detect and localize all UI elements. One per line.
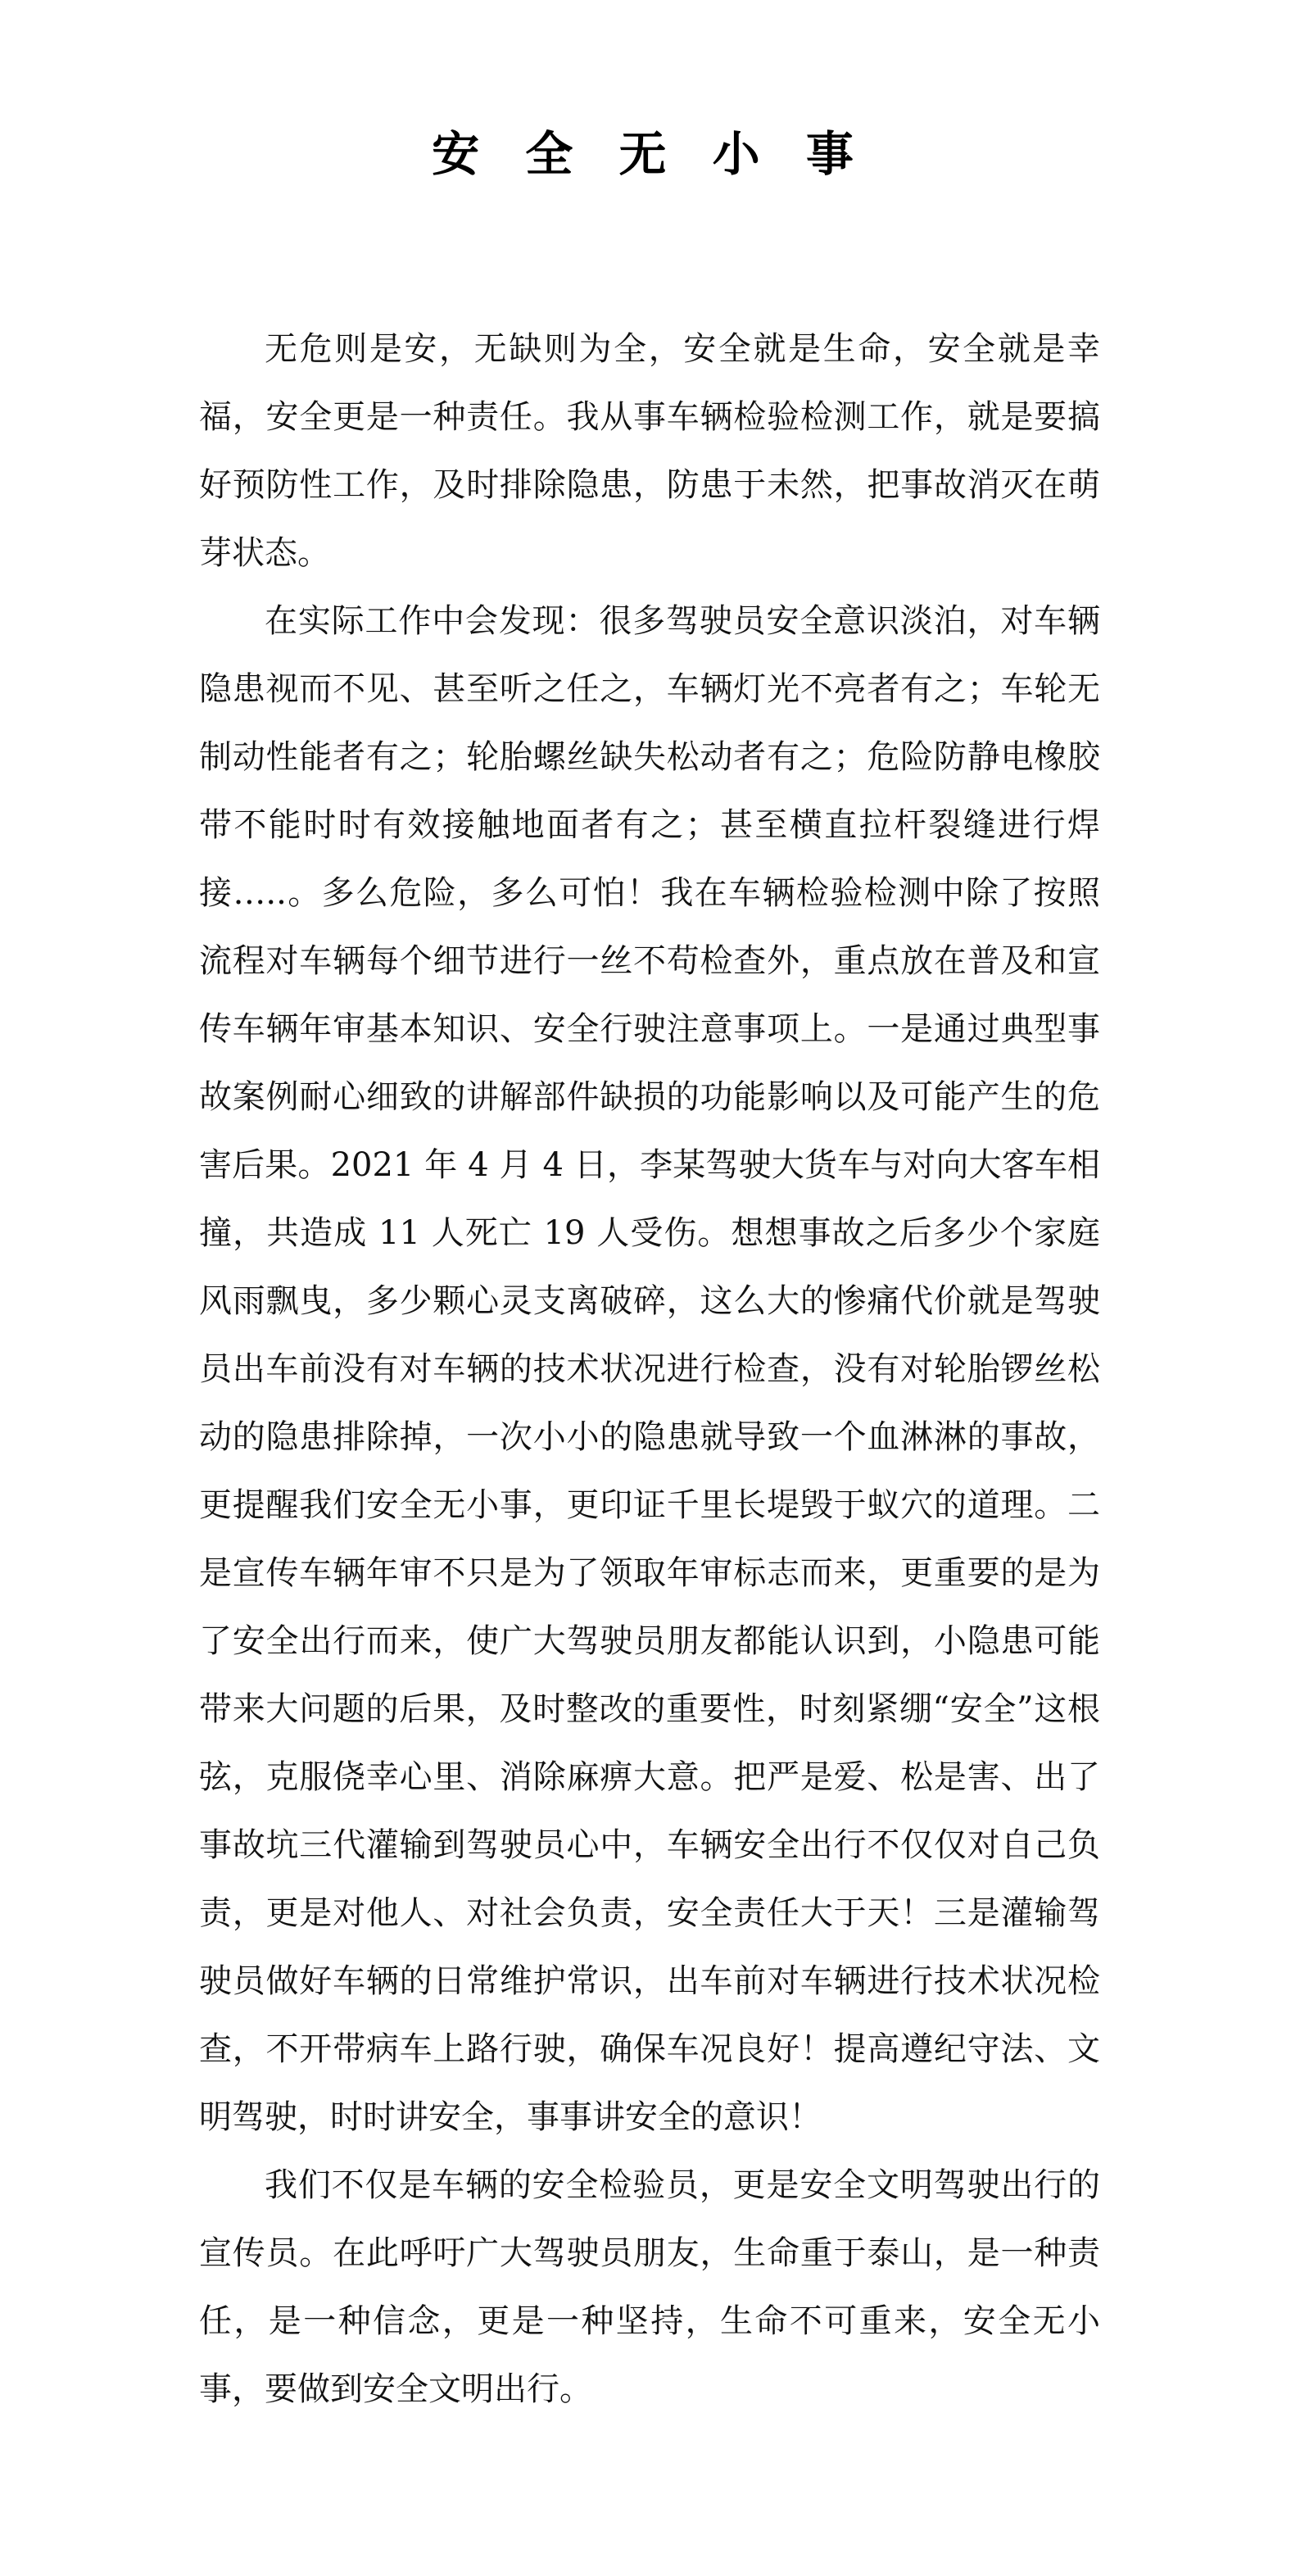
paragraph-intro: 无危则是安，无缺则为全，安全就是生命，安全就是幸福，安全更是一种责任。我从事车辆检验检测工作，就是要搞好预防性工作，及时排除隐患，防患于未然，把事故消灭在萌芽状态。	[199, 330, 1100, 572]
paragraph-practice: 在实际工作中会发现：很多驾驶员安全意识淡泊，对车辆隐患视而不见、甚至听之任之，车辆灯光不亮者有之；车轮无制动性能者有之；轮胎螺丝缺失松动者有之；危险防静电橡胶带不能时时有效接触地面者有之；甚至横直拉杆裂缝进行焊接…..。多么危险，多么可怕！我在车辆检验检测中除了按照流程对车辆每个细节进行一丝不苟检查外，重点放在普及和宣传车辆年审基本知识、安全行驶注意事项上。一是通过典型事故案例耐心细致的讲解部件缺损的功能影响以及可能产生的危害后果。2021 年 4 月 4 日，李某驾驶大货车与对向大客车相撞，共造成 11 人死亡 19 人受伤。想想事故之后多少个家庭风雨飘曳，多少颗心灵支离破碎，这么大的惨痛代价就是驾驶员出车前没有对车辆的技术状况进行检查，没有对轮胎锣丝松动的隐患排除掉，一次小小的隐患就导致一个血淋淋的事故，更提醒我们安全无小事，更印证千里长堤毁于蚁穴的道理。二是宣传车辆年审不只是为了领取年审标志而来，更重要的是为了安全出行而来，使广大驾驶员朋友都能认识到，小隐患可能带来大问题的后果，及时整改的重要性，时刻紧绷“安全”这根弦，克服侥幸心里、消除麻痹大意。把严是爱、松是害、出了事故坑三代灌输到驾驶员心中，车辆安全出行不仅仅对自己负责，更是对他人、对社会负责，安全责任大于天！三是灌输驾驶员做好车辆的日常维护常识，出车前对车辆进行技术状况检查，不开带病车上路行驶，确保车况良好！提高遵纪守法、文明驾驶，时时讲安全，事事讲安全的意识！	[199, 602, 1100, 2136]
document-body	[199, 315, 1100, 2424]
paragraph-conclusion: 我们不仅是车辆的安全检验员，更是安全文明驾驶出行的宣传员。在此呼吁广大驾驶员朋友，生命重于泰山，是一种责任，是一种信念，更是一种坚持，生命不可重来，安全无小事，要做到安全文明出行。	[199, 2166, 1100, 2408]
document-title: 安 全 无 小 事	[432, 126, 868, 182]
